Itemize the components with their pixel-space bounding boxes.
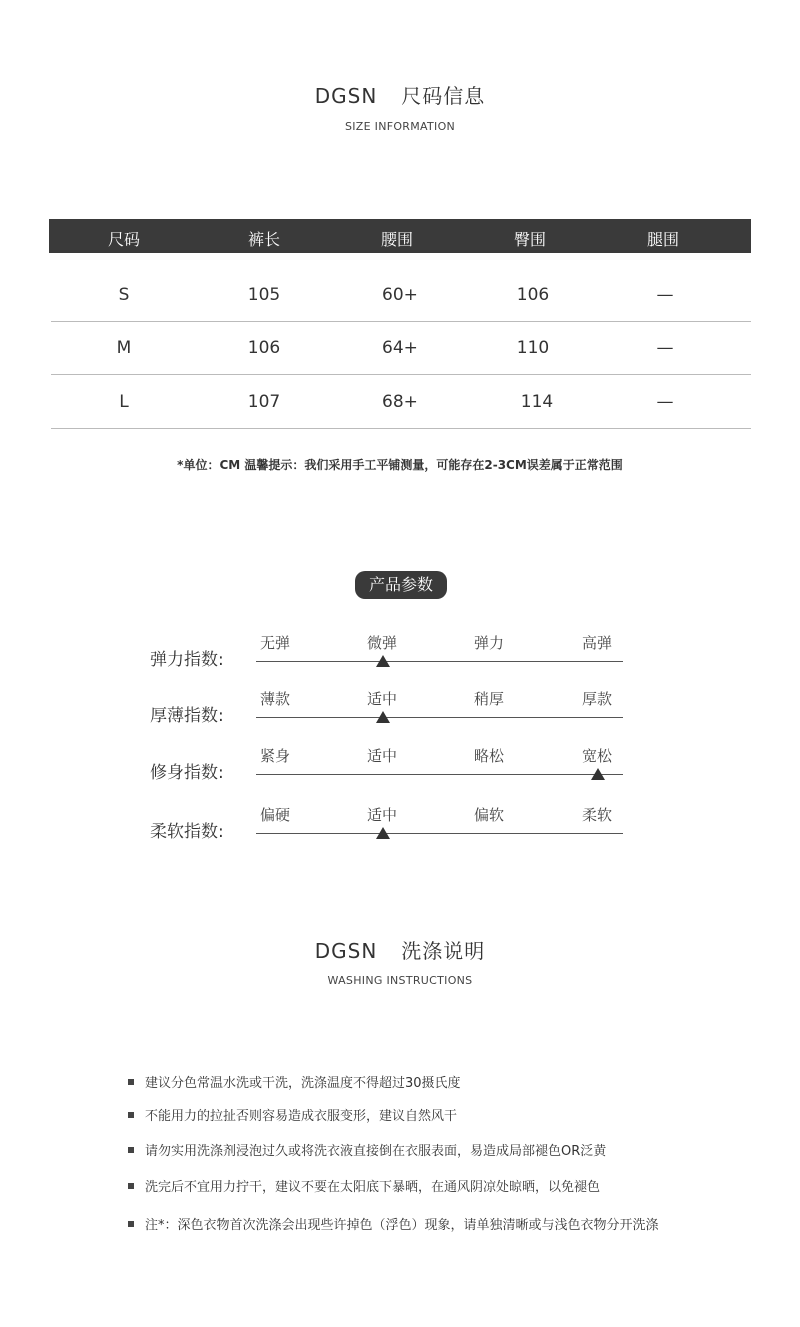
params-badge: 产品参数 — [355, 571, 447, 599]
header-length: 裤长 — [247, 230, 280, 249]
bullet-icon — [128, 1079, 134, 1085]
param-option: 偏硬 — [259, 806, 290, 824]
param-scale-line — [256, 717, 623, 718]
table-row — [51, 269, 751, 322]
param-label: 修身指数: — [150, 763, 224, 783]
wash-section-title — [0, 935, 800, 964]
bullet-icon — [128, 1183, 134, 1189]
cell-hip: 114 — [520, 392, 554, 412]
cell-waist: 68+ — [382, 392, 418, 412]
cell-length: 105 — [247, 285, 281, 305]
param-option: 微弹 — [366, 634, 397, 652]
selected-marker-icon — [376, 655, 390, 667]
cell-waist: 64+ — [382, 338, 418, 358]
param-option: 厚款 — [581, 690, 612, 708]
wash-subtitle: WASHING INSTRUCTIONS — [327, 974, 473, 987]
param-label: 弹力指数: — [150, 650, 224, 670]
param-label: 厚薄指数: — [150, 706, 224, 726]
bullet-icon — [128, 1221, 134, 1227]
cell-thigh: — — [656, 338, 674, 358]
param-option: 适中 — [366, 690, 397, 708]
list-item: 请勿实用洗涤剂浸泡过久或将洗衣液直接倒在衣服表面，易造成局部褪色OR泛黄 — [128, 1140, 606, 1159]
header-hip: 臀围 — [513, 230, 546, 249]
cell-length: 107 — [247, 392, 281, 412]
cell-thigh: — — [656, 392, 674, 412]
param-row — [0, 745, 800, 795]
param-option: 适中 — [366, 747, 397, 765]
list-item: 建议分色常温水洗或干洗，洗涤温度不得超过30摄氏度 — [128, 1072, 461, 1091]
cell-hip: 110 — [516, 338, 550, 358]
param-option: 弹力 — [473, 634, 504, 652]
list-item: 不能用力的拉扯否则容易造成衣服变形，建议自然风干 — [128, 1105, 457, 1124]
cell-size: S — [118, 285, 130, 305]
cell-waist: 60+ — [382, 285, 418, 305]
wash-brand: DGSN — [314, 939, 378, 963]
wash-title: 洗涤说明 — [401, 939, 486, 963]
param-scale-line — [256, 833, 623, 834]
size-subtitle: SIZE INFORMATION — [344, 120, 456, 133]
list-item: 注*：深色衣物首次洗涤会出现些许掉色（浮色）现象，请单独清晰或与浅色衣物分开洗涤 — [128, 1214, 659, 1233]
size-table-header — [49, 219, 751, 253]
param-row — [0, 632, 800, 682]
cell-length: 106 — [247, 338, 281, 358]
header-thigh: 腿围 — [646, 230, 679, 249]
size-brand: DGSN — [314, 84, 378, 108]
bullet-icon — [128, 1147, 134, 1153]
cell-thigh: — — [656, 285, 674, 305]
param-row — [0, 688, 800, 738]
cell-hip: 106 — [516, 285, 550, 305]
param-option: 宽松 — [581, 747, 612, 765]
size-title: 尺码信息 — [401, 84, 486, 108]
selected-marker-icon — [591, 768, 605, 780]
size-section-title — [0, 80, 800, 109]
param-scale-line — [256, 661, 623, 662]
param-row — [0, 804, 800, 854]
param-option: 柔软 — [581, 806, 612, 824]
cell-size: M — [116, 338, 132, 358]
param-option: 薄款 — [259, 690, 290, 708]
param-option: 略松 — [473, 747, 504, 765]
cell-size: L — [119, 392, 129, 412]
header-size: 尺码 — [107, 230, 140, 249]
table-row — [51, 376, 751, 429]
param-option: 紧身 — [259, 747, 290, 765]
param-option: 高弹 — [581, 634, 612, 652]
param-label: 柔软指数: — [150, 822, 224, 842]
param-scale-line — [256, 774, 623, 775]
param-option: 适中 — [366, 806, 397, 824]
param-option: 无弹 — [259, 634, 290, 652]
bullet-icon — [128, 1112, 134, 1118]
measurement-note: *单位：CM 温馨提示：我们采用手工平铺测量，可能存在2-3CM误差属于正常范围 — [177, 458, 623, 472]
header-waist: 腰围 — [380, 230, 413, 249]
selected-marker-icon — [376, 711, 390, 723]
table-row — [51, 322, 751, 375]
param-option: 偏软 — [473, 806, 504, 824]
selected-marker-icon — [376, 827, 390, 839]
list-item: 洗完后不宜用力拧干，建议不要在太阳底下暴晒，在通风阴凉处晾晒，以免褪色 — [128, 1176, 600, 1195]
param-option: 稍厚 — [473, 690, 504, 708]
